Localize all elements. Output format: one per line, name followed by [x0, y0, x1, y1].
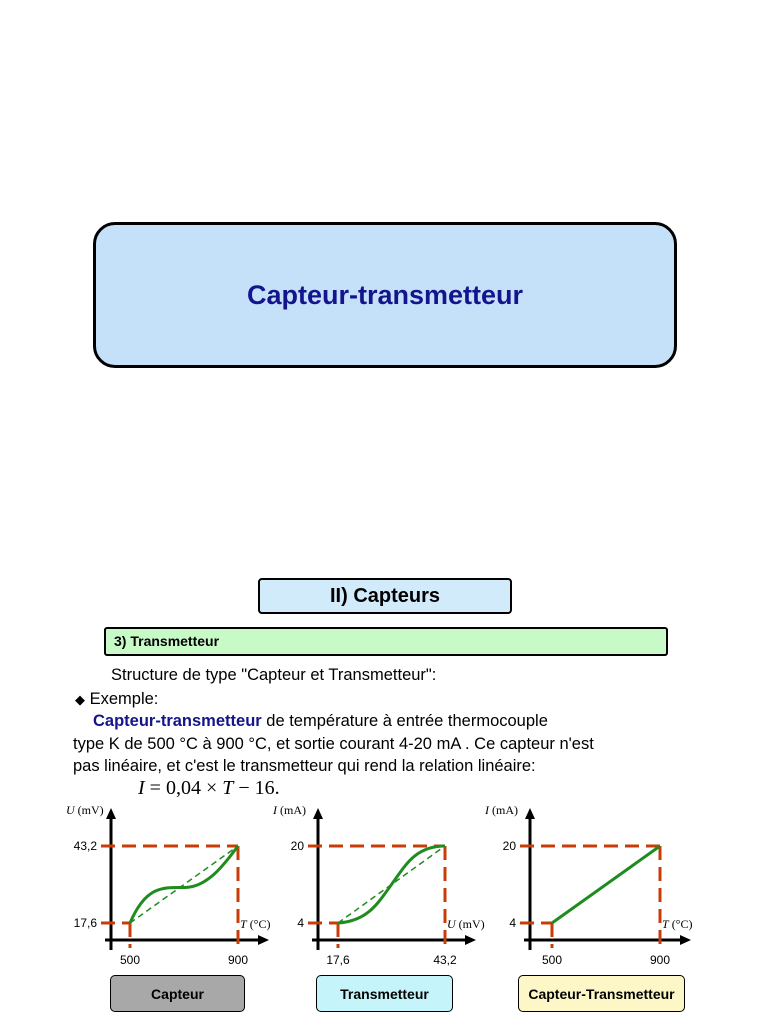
y-tick-label: 4 [509, 916, 516, 930]
x-tick-label: 900 [649, 953, 671, 967]
exemple-label: Exemple: [89, 690, 159, 708]
formula-eq: = 0,04 × [144, 777, 223, 799]
section-title: II) Capteurs [258, 578, 512, 614]
y-axis-arrow-icon [106, 808, 116, 819]
exemple-line [75, 689, 158, 710]
y-tick-label: 43,2 [73, 839, 97, 853]
y-tick-label: 20 [290, 839, 304, 853]
x-tick-label: 500 [119, 953, 141, 967]
y-tick-label: 17,6 [73, 916, 97, 930]
series-line [552, 846, 660, 923]
x-axis-arrow-icon [680, 935, 691, 945]
description-line-2: type K de 500 °C à 900 °C, et sortie courant 4-20 mA . Ce capteur n'est [73, 735, 594, 753]
highlight-term: Capteur-transmetteur [93, 712, 262, 730]
y-axis-arrow-icon [525, 808, 535, 819]
y-axis-label: I (mA) [485, 803, 518, 817]
structure-line: Structure de type "Capteur et Transmetteur": [111, 666, 437, 684]
x-axis-label: T (°C) [662, 917, 693, 931]
x-axis-arrow-icon [465, 935, 476, 945]
x-tick-label: 500 [541, 953, 563, 967]
description-line-3: pas linéaire, et c'est le transmetteur qui rend la relation linéaire: [73, 757, 536, 775]
chart-label-capteur-transmetteur: Capteur-Transmetteur [518, 975, 685, 1012]
y-tick-label: 20 [502, 839, 516, 853]
formula-var-t: T [222, 777, 234, 799]
y-axis-label: I (mA) [273, 803, 306, 817]
y-axis-arrow-icon [313, 808, 323, 819]
subsection-title: 3) Transmetteur [104, 627, 668, 656]
x-axis-arrow-icon [258, 935, 269, 945]
formula-var-i: I [138, 777, 145, 799]
slide-title-box [93, 222, 677, 368]
x-tick-label: 900 [227, 953, 249, 967]
y-axis-label: U (mV) [66, 803, 104, 817]
linear-reference-line [130, 846, 238, 923]
slide-title: Capteur-transmetteur [246, 279, 524, 310]
x-tick-label: 43,2 [433, 953, 457, 967]
transfer-charts [0, 795, 768, 975]
y-tick-label: 4 [297, 916, 304, 930]
diamond-bullet-icon: ◆ [75, 692, 85, 707]
description-line-1 [93, 711, 548, 731]
x-axis-label: T (°C) [240, 917, 271, 931]
chart-label-capteur: Capteur [110, 975, 245, 1012]
x-tick-label: 17,6 [326, 953, 350, 967]
description-text-1: de température à entrée thermocouple [261, 712, 548, 730]
x-axis-label: U (mV) [447, 917, 485, 931]
formula-rest: − 16. [233, 777, 280, 799]
chart-label-transmetteur: Transmetteur [316, 975, 453, 1012]
